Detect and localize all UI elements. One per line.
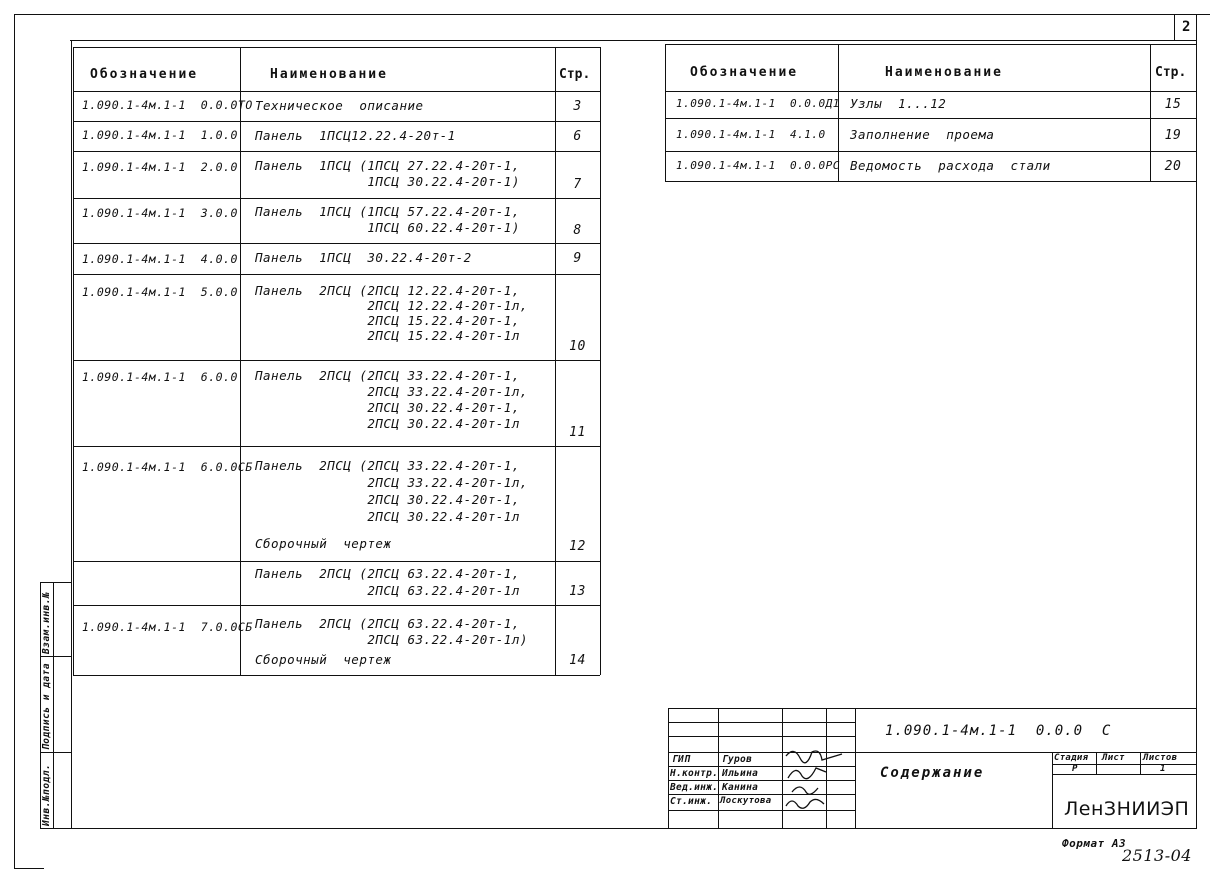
table-row-code: 1.090.1-4м.1-1 6.0.0: [82, 370, 238, 384]
rt-v1: [665, 44, 666, 181]
staff-role: Н.контр.: [670, 768, 719, 779]
table-row-page: 8: [573, 223, 582, 238]
lt-h8: [73, 446, 600, 447]
table-row-page: 3: [573, 99, 582, 114]
table-row-code: 1.090.1-4м.1-1 4.1.0: [676, 128, 826, 141]
table-row-name: 2ПСЦ 63.22.4-20т-1л): [255, 632, 528, 647]
table-row-code: 1.090.1-4м.1-1 4.0.0: [82, 252, 238, 266]
frame-inner-bottom: [40, 828, 1197, 829]
lt-h6: [73, 274, 600, 275]
handwritten-number: 2513-04: [1122, 846, 1192, 865]
table-row-name: Панель 1ПСЦ 30.22.4-20т-2: [255, 250, 472, 265]
sheets-value: 1: [1160, 764, 1166, 774]
frame-top: [14, 14, 1210, 15]
signature-4: [786, 799, 824, 808]
rt-h1: [665, 91, 1196, 92]
staff-name: Канина: [722, 782, 759, 793]
sheets-header: Листов: [1143, 753, 1178, 763]
lt-h7: [73, 360, 600, 361]
tb-v4: [855, 708, 856, 828]
table-row-page: 6: [573, 129, 582, 144]
table-row-name: 2ПСЦ 33.22.4-20т-1л,: [255, 384, 528, 399]
doc-code: 1.090.1-4м.1-1 0.0.0 С: [885, 723, 1112, 739]
tb-v6: [1096, 752, 1097, 774]
table-row-name: Сборочный чертеж: [255, 536, 392, 551]
signature-1: [786, 751, 842, 763]
table-row-page: 9: [573, 251, 582, 266]
table-row-name: 2ПСЦ 12.22.4-20т-1л,: [255, 298, 528, 313]
lt-header-page: Стр.: [559, 67, 591, 82]
table-row-page: 15: [1164, 97, 1182, 112]
staff-role: Ст.инж.: [670, 796, 713, 807]
table-row-page: 7: [573, 177, 582, 192]
side-label-sign: Подпись и дата: [41, 662, 52, 750]
tb-r9: [1052, 774, 1196, 775]
table-row-page: 13: [569, 584, 586, 599]
staff-name: Лоскутова: [720, 796, 772, 806]
frame-inner-left: [71, 40, 72, 828]
signature-2: [788, 768, 826, 779]
table-row-name: Ведомость расхода стали: [850, 158, 1051, 173]
table-row-page: 11: [569, 425, 586, 440]
table-row-page: 10: [569, 339, 586, 354]
frame-right: [1196, 14, 1197, 828]
staff-role: Вед.инж.: [670, 782, 719, 793]
lt-h0: [73, 47, 600, 48]
tb-r1: [668, 722, 855, 723]
table-row-code: 1.090.1-4м.1-1 6.0.0СБ: [82, 460, 253, 474]
table-row-name: 2ПСЦ 30.22.4-20т-1л: [255, 509, 520, 524]
lt-v1: [73, 47, 74, 675]
table-row-page: 19: [1164, 128, 1182, 143]
table-row-name: Сборочный чертеж: [255, 652, 392, 667]
stage-header: Стадия: [1054, 753, 1089, 763]
tb-v7: [1140, 752, 1141, 774]
sheet-header: Лист: [1102, 753, 1125, 763]
table-row-name: 1ПСЦ 30.22.4-20т-1): [255, 174, 520, 189]
table-row-page: 12: [569, 539, 586, 554]
table-row-name: Узлы 1...12: [850, 96, 947, 111]
stage-value: Р: [1072, 764, 1078, 774]
side-stamp-div-1: [40, 582, 71, 583]
lt-header-name: Наименование: [270, 67, 388, 82]
sheet-number-box-left: [1174, 14, 1175, 40]
frame-bottom: [14, 868, 44, 869]
table-row-name: Панель 1ПСЦ (1ПСЦ 57.22.4-20т-1,: [255, 204, 520, 219]
table-row-code: 1.090.1-4м.1-1 0.0.0ТО: [82, 98, 253, 112]
table-row-code: 1.090.1-4м.1-1 1.0.0: [82, 128, 238, 142]
table-row-name: 2ПСЦ 15.22.4-20т-1л: [255, 328, 520, 343]
table-row-name: 1ПСЦ 60.22.4-20т-1): [255, 220, 520, 235]
lt-h1: [73, 91, 600, 92]
table-row-code: 1.090.1-4м.1-1 3.0.0: [82, 206, 238, 220]
format-label: Формат А3: [1062, 837, 1127, 850]
staff-name: Ильина: [722, 768, 759, 779]
lt-h4: [73, 198, 600, 199]
table-row-name: Панель 2ПСЦ (2ПСЦ 63.22.4-20т-1,: [255, 566, 520, 581]
table-row-name: 2ПСЦ 30.22.4-20т-1,: [255, 492, 520, 507]
table-row-page: 20: [1164, 159, 1182, 174]
tb-top: [668, 708, 1196, 709]
side-label-replace: Взам.инв.№: [41, 591, 52, 654]
table-row-name: Заполнение проема: [850, 127, 995, 142]
table-row-name: 2ПСЦ 63.22.4-20т-1л: [255, 583, 520, 598]
table-row-name: Панель 2ПСЦ (2ПСЦ 12.22.4-20т-1,: [255, 283, 520, 298]
table-row-name: 2ПСЦ 30.22.4-20т-1,: [255, 400, 520, 415]
frame-inner-top: [70, 40, 1197, 41]
lt-h11: [73, 675, 600, 676]
staff-name: Гуров: [722, 754, 753, 765]
table-row-name: Техническое описание: [255, 98, 424, 113]
table-row-code: 1.090.1-4м.1-1 0.0.0РС: [676, 159, 840, 172]
lt-h5: [73, 243, 600, 244]
table-row-name: 2ПСЦ 33.22.4-20т-1л,: [255, 475, 528, 490]
side-stamp-div-3: [40, 752, 71, 753]
table-row-name: 2ПСЦ 15.22.4-20т-1,: [255, 313, 520, 328]
lt-v2: [240, 47, 241, 675]
frame-left: [14, 14, 15, 869]
rt-h0: [665, 44, 1196, 45]
table-row-code: 1.090.1-4м.1-1 2.0.0: [82, 160, 238, 174]
signature-3: [792, 787, 818, 794]
rt-header-page: Стр.: [1155, 65, 1187, 80]
sheet-number: 2: [1182, 19, 1191, 35]
rt-h4: [665, 181, 1196, 182]
lt-header-code: Обозначение: [90, 67, 199, 82]
table-row-page: 14: [569, 653, 586, 668]
table-row-name: Панель 2ПСЦ (2ПСЦ 33.22.4-20т-1,: [255, 458, 520, 473]
table-row-name: Панель 1ПСЦ (1ПСЦ 27.22.4-20т-1,: [255, 158, 520, 173]
table-row-code: 1.090.1-4м.1-1 0.0.0Д1: [676, 97, 840, 110]
rt-header-name: Наименование: [885, 65, 1003, 80]
table-row-name: Панель 2ПСЦ (2ПСЦ 33.22.4-20т-1,: [255, 368, 520, 383]
staff-role: ГИП: [672, 754, 691, 765]
rt-h3: [665, 151, 1196, 152]
signature-scribbles: [782, 746, 854, 810]
rt-header-code: Обозначение: [690, 65, 799, 80]
table-row-name: Панель 2ПСЦ (2ПСЦ 63.22.4-20т-1,: [255, 616, 520, 631]
organization: ЛенЗНИИЭП: [1064, 798, 1190, 820]
lt-v4: [600, 47, 601, 675]
rt-h2: [665, 118, 1196, 119]
table-row-name: 2ПСЦ 30.22.4-20т-1л: [255, 416, 520, 431]
side-stamp-div-2: [40, 656, 71, 657]
lt-h9: [73, 561, 600, 562]
table-row-code: 1.090.1-4м.1-1 7.0.0СБ: [82, 620, 253, 634]
lt-h3: [73, 151, 600, 152]
side-stamp-mid: [53, 582, 54, 828]
tb-r7: [668, 810, 855, 811]
doc-title: Содержание: [880, 765, 985, 781]
tb-r2: [668, 736, 855, 737]
table-row-name: Панель 1ПСЦ12.22.4-20т-1: [255, 128, 456, 143]
lt-h10: [73, 605, 600, 606]
side-label-inv: Инв.№подл.: [41, 763, 52, 826]
table-row-code: 1.090.1-4м.1-1 5.0.0: [82, 285, 238, 299]
lt-h2: [73, 121, 600, 122]
